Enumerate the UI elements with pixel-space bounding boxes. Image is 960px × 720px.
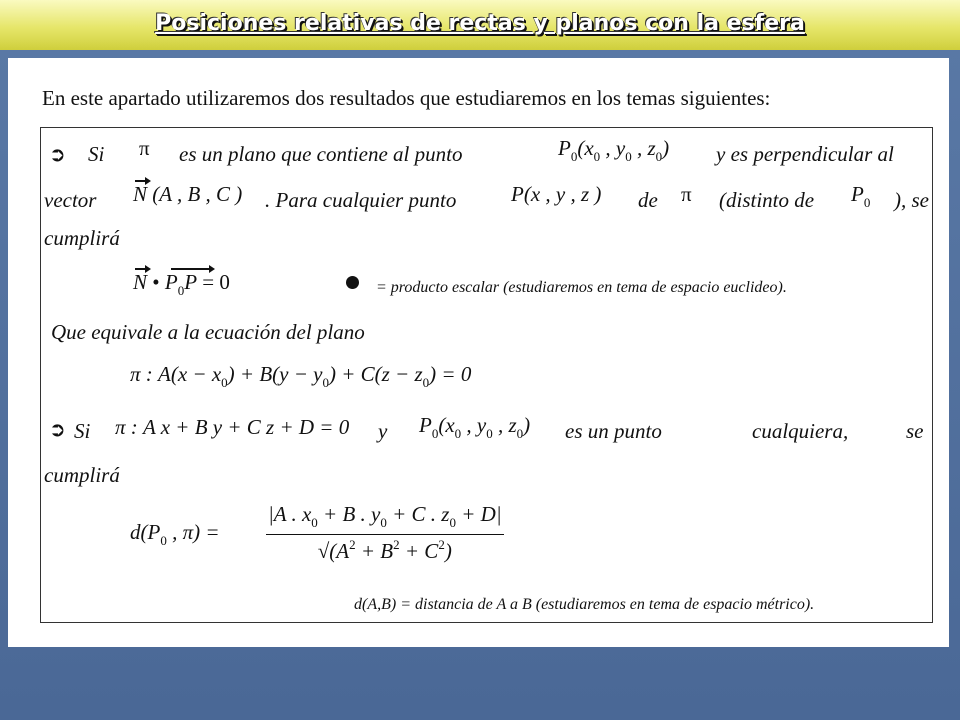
title-bar bbox=[0, 0, 960, 50]
r2-se: se bbox=[906, 419, 924, 443]
pi-symbol-2: π bbox=[681, 182, 692, 206]
plane-equation: π : $A(x - x_0) + B(y - y_0) + C(z - z_0) = 0$ bbox=[130, 362, 472, 390]
bullet-dot-icon bbox=[346, 276, 359, 289]
r1-se: ), se bbox=[894, 188, 929, 212]
slide-title: Posiciones relativas de rectas y planos con la esfera bbox=[155, 11, 805, 36]
r1-de: de bbox=[638, 188, 658, 212]
pi-symbol: π bbox=[139, 136, 150, 160]
intro-text: En este apartado utilizaremos dos resultados que estudiaremos en los temas siguientes: bbox=[42, 86, 771, 110]
r2-cumplira: cumplirá bbox=[44, 463, 120, 487]
r1-perp: y es perpendicular al bbox=[716, 142, 894, 166]
r2-si: Si bbox=[74, 419, 91, 443]
r2-y: y bbox=[378, 419, 388, 443]
si-label: Si bbox=[88, 142, 105, 166]
r1-line1: es un plano que contiene al punto bbox=[179, 142, 463, 166]
vector-label: vector bbox=[44, 188, 97, 212]
n-arrow-icon-2 bbox=[135, 268, 149, 270]
r2-cualquiera: cualquiera, bbox=[752, 419, 849, 443]
n-vector: N (A , B , C ) bbox=[133, 182, 243, 206]
r2-p0-formula: $P_0(x_0$ , $y_0$ , $z_0$) bbox=[419, 413, 531, 441]
producto-escalar-note: = producto escalar (estudiaremos en tema de espacio euclideo). bbox=[376, 279, 787, 296]
results-box bbox=[40, 127, 933, 623]
distance-note: d(A,B) = distancia de A a B (estudiaremos en tema de espacio métrico). bbox=[354, 596, 815, 613]
arrow-bullet-icon: ➲ bbox=[49, 142, 66, 166]
p0p-arrow-icon bbox=[171, 268, 213, 270]
r1-equivale: Que equivale a la ecuación del plano bbox=[51, 320, 365, 344]
n-arrow-icon bbox=[135, 180, 149, 182]
r2-punto: es un punto bbox=[565, 419, 662, 443]
r1-para: . Para cualquier punto bbox=[265, 188, 457, 212]
distance-fraction: $\frac{|A . x_0 + B . y_0 + C . z_0 + D|}{√(A^2 + B^2 + C^2)}$ bbox=[268, 502, 502, 563]
p0-short: $P_0$ bbox=[851, 182, 871, 210]
r1-cumplira: cumplirá bbox=[44, 226, 120, 250]
r2-plane: π : A x + B y + C z + D = 0 bbox=[115, 415, 350, 439]
p0-formula: $P_0(x_0$ , $y_0$ , $z_0$) bbox=[558, 136, 670, 164]
distance-lhs: $d(P_0$ , π) = bbox=[130, 520, 220, 548]
arrow-bullet-icon-2: ➲ bbox=[49, 417, 66, 441]
slide-content bbox=[8, 58, 949, 647]
p-point: P(x , y , z ) bbox=[511, 182, 602, 206]
dot-product-eq: N • $P_0P = 0$ bbox=[133, 270, 230, 298]
r1-distinto: (distinto de bbox=[719, 188, 815, 212]
